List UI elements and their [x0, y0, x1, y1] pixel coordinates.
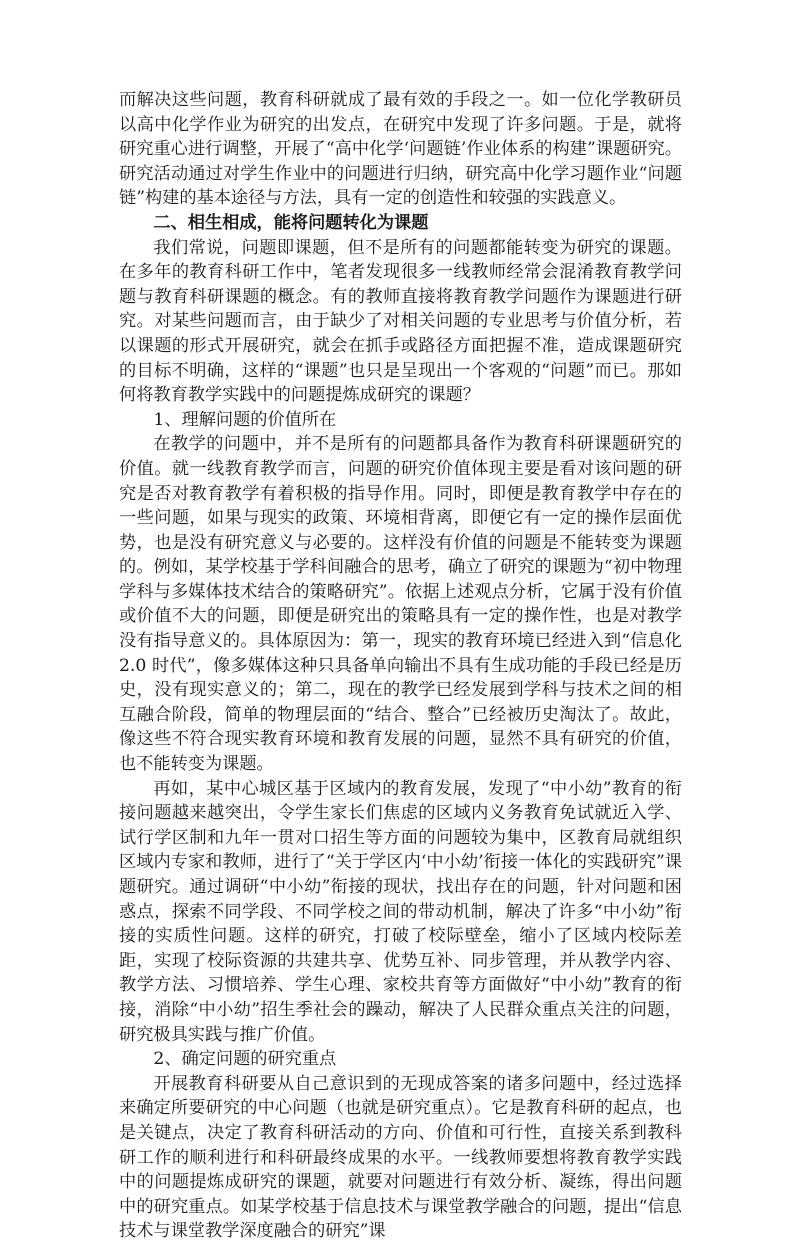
subsection-heading: 1、理解问题的价值所在 [153, 409, 337, 430]
section-heading: 二、相生相成，能将问题转化为课题 [153, 212, 429, 233]
paragraph: 开展教育科研要从自己意识到的无现成答案的诸多问题中，经过选择来确定所要研究的中心问题（也就是研究重点）。它是教育科研的起点，也是关键点，决定了教育科研活动的方向、价值和可行性，直接关系到教科研工作的顺利进行和科研最终成果的水平。一线教师要想将教育教学实践中的问题提炼成研究的课题，就要对问题进行有效分析、凝练，得出问题中的研究重点。如某学校基于信息技术与课堂教学融合的问题，提出“信息技术与课堂教学深度融合的研究”课 [119, 1073, 682, 1242]
paragraph: 再如，某中心城区基于区域内的教育发展，发现了“中小幼”教育的衔接问题越来越突出，令学生家长们焦虑的区域内义务教育免试就近入学、试行学区制和九年一贯对口招生等方面的问题较为集中，区教育局就组织区域内专家和教师，进行了“关于学区内‘中小幼’衔接一体化的实践研究”课题研究。通过调研“中小幼”衔接的现状，找出存在的问题，针对问题和困惑点，探索不同学段、不同学校之间的带动机制，解决了许多“中小幼”衔接的实质性问题。这样的研究，打破了校际壁垒，缩小了区域内校际差距，实现了校际资源的共建共享、优势互补、同步管理，并从教学内容、教学方法、习惯培养、学生心理、家校共育等方面做好“中小幼”教育的衔接，消除“中小幼”招生季社会的躁动，解决了人民群众重点关注的问题，研究极具实践与推广价值。 [119, 778, 682, 1045]
document-page [119, 88, 682, 1244]
paragraph: 在教学的问题中，并不是所有的问题都具备作为教育科研课题研究的价值。就一线教育教学而言，问题的研究价值体现主要是看对该问题的研究是否对教育教学有着积极的指导作用。同时，即便是教育教学中存在的一些问题，如果与现实的政策、环境相背离，即便它有一定的操作层面优势，也是没有研究意义与必要的。这样没有价值的问题是不能转变为课题的。例如，某学校基于学科间融合的思考，确立了研究的课题为“初中物理学科与多媒体技术结合的策略研究”。依据上述观点分析，它属于没有价值或价值不大的问题，即便是研究出的策略具有一定的操作性，也是对教学没有指导意义的。具体原因为：第一，现实的教育环境已经进入到“信息化 2.0 时代”，像多媒体这种只具备单向输出不具有生成功能的手段已经是历史，没有现实意义的；第二，现在的教学已经发展到学科与技术之间的相互融合阶段，简单的物理层面的“结合、整合”已经被历史淘汰了。故此，像这些不符合现实教育环境和教育发展的问题，显然不具有研究的价值，也不能转变为课题。 [119, 434, 682, 775]
paragraph-continued: 而解决这些问题，教育科研就成了最有效的手段之一。如一位化学教研员以高中化学作业为研究的出发点，在研究中发现了许多问题。于是，就将研究重心进行调整，开展了“高中化学‘问题链’作业体系的构建”课题研究。研究活动通过对学生作业中的问题进行归纳，研究高中化学习题作业“问题链”构建的基本途径与方法，具有一定的创造性和较强的实践意义。 [119, 90, 682, 209]
subsection-heading: 2、确定问题的研究重点 [153, 1049, 337, 1070]
paragraph: 我们常说，问题即课题，但不是所有的问题都能转变为研究的课题。在多年的教育科研工作中，笔者发现很多一线教师经常会混淆教育教学问题与教育科研课题的概念。有的教师直接将教育教学问题作为课题进行研究。对某些问题而言，由于缺少了对相关问题的专业思考与价值分析，若以课题的形式开展研究，就会在抓手或路径方面把握不准，造成课题研究的目标不明确，这样的“课题”也只是呈现出一个客观的“问题”而已。那如何将教育教学实践中的问题提炼成研究的课题？ [119, 237, 682, 406]
